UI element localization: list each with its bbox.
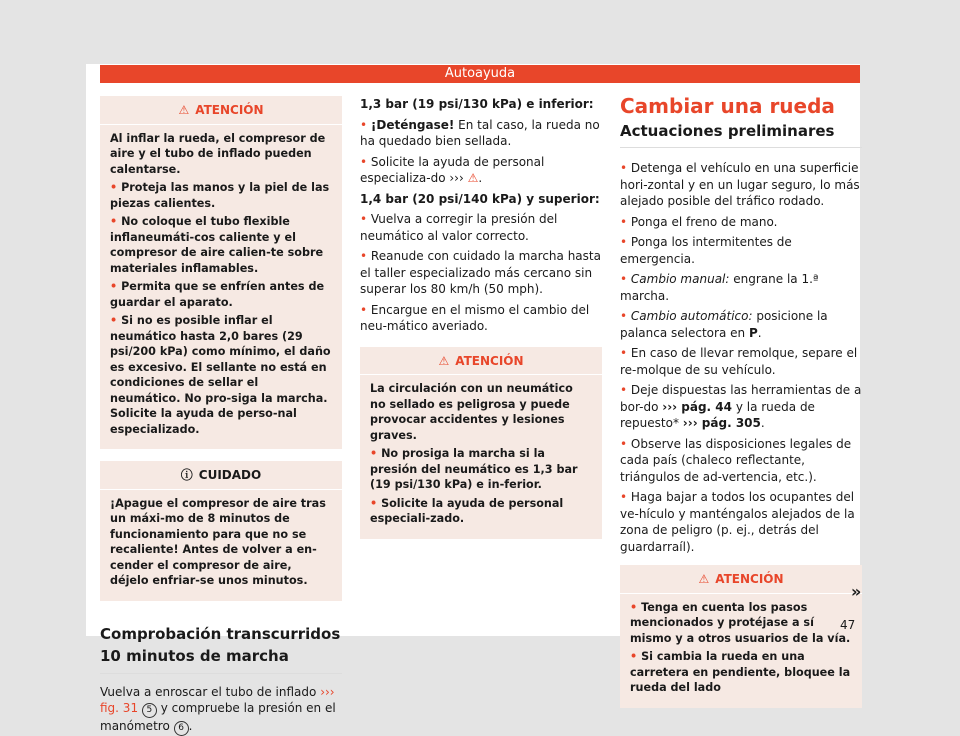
page-title: Cambiar una rueda xyxy=(620,98,862,115)
warning-item: • No coloque el tubo flexible inflaneumáti-cos caliente y el compresor de aire calien-te sobre materiales inflamables. xyxy=(110,214,332,276)
continue-arrow-icon: » xyxy=(851,582,861,601)
list-item: • En caso de llevar remolque, separe el re-molque de su vehículo. xyxy=(620,345,862,378)
caution-text: ¡Apague el compresor de aire tras un máxi-mo de 8 minutos de funcionamiento para que no se recaliente! Antes de volver a en-cender el compresor de aire, déjelo enfriar-se unos minutos. xyxy=(110,496,332,589)
middle-column xyxy=(360,96,602,539)
page-ref[interactable]: ››› pág. 44 xyxy=(662,400,732,414)
warning-item: • Solicite la ayuda de personal especiali-zado. xyxy=(370,496,592,527)
warning-box xyxy=(620,565,862,708)
list-item: • Deje dispuestas las herramientas de a bor-do ››› pág. 44 y la rueda de repuesto* ››› pág. 305. xyxy=(620,382,862,432)
list-item: • Vuelva a corregir la presión del neumático al valor correcto. xyxy=(360,211,602,244)
left-column xyxy=(100,96,342,736)
page-ref[interactable]: ››› pág. 305 xyxy=(683,416,761,430)
list-item: • Detenga el vehículo en una superficie hori-zontal y en un lugar seguro, lo más alejado posible del tráfico rodado. xyxy=(620,160,862,210)
warning-intro: Al inflar la rueda, el compresor de aire y el tubo de inflado pueden calentarse. xyxy=(110,131,332,178)
figure-link[interactable]: ››› fig. 31 xyxy=(100,685,335,716)
list-item: • Ponga el freno de mano. xyxy=(620,214,862,231)
list-item: • Observe las disposiciones legales de cada país (chaleco reflectante, triángulos de ad-vertencia, etc.). xyxy=(620,436,862,486)
list-item: • Ponga los intermitentes de emergencia. xyxy=(620,234,862,267)
list-item: • Cambio automático: posicione la palanca selectora en P. xyxy=(620,308,862,341)
warning-intro: La circulación con un neumático no sellado es peligrosa y puede provocar accidentes y lesiones graves. xyxy=(370,381,592,443)
warning-header: ⚠ ATENCIÓN xyxy=(360,353,602,376)
list-item: • Reanude con cuidado la marcha hasta el taller especializado más cercano sin superar los 80 km/h (50 mph). xyxy=(360,248,602,298)
callout-6: 6 xyxy=(174,721,189,736)
warning-item: • Si no es posible inflar el neumático hasta 2,0 bares (29 psi/200 kPa) como mínimo, el daño es excesivo. El sellante no está en condiciones de sellar el neumático. No pro-siga la marcha. Solicite la ayuda de perso-nal especializado. xyxy=(110,313,332,437)
callout-5: 5 xyxy=(142,703,157,718)
warning-item: • Si cambia la rueda en una carretera en pendiente, bloquee la rueda del lado xyxy=(630,649,852,696)
warning-header: ⚠ ATENCIÓN xyxy=(100,102,342,125)
caution-box xyxy=(100,461,342,601)
list-item: • Cambio manual: engrane la 1.ª marcha. xyxy=(620,271,862,304)
info-circle-icon: ⓘ xyxy=(181,467,193,484)
section-heading: Comprobación transcurridos 10 minutos de marcha xyxy=(100,623,342,674)
warning-item: • Tenga en cuenta los pasos mencionados y protéjase a sí mismo y a otros usuarios de la vía. xyxy=(630,600,852,647)
subheading: 1,3 bar (19 psi/130 kPa) e inferior: xyxy=(360,96,602,113)
subheading: 1,4 bar (20 psi/140 kPa) y superior: xyxy=(360,191,602,208)
warning-box xyxy=(100,96,342,449)
section-header: Autoayuda xyxy=(100,65,860,83)
page-number: 47 xyxy=(840,618,855,632)
warning-icon: ⚠ xyxy=(178,102,189,119)
warning-icon: ⚠ xyxy=(468,171,479,185)
list-item: • Encargue en el mismo el cambio del neu-mático averiado. xyxy=(360,302,602,335)
caution-header: ⓘ CUIDADO xyxy=(100,467,342,490)
list-item: • ¡Deténgase! En tal caso, la rueda no ha quedado bien sellada. xyxy=(360,117,602,150)
right-column xyxy=(620,96,862,708)
warning-item: • No prosiga la marcha si la presión del neumático es 1,3 bar (19 psi/130 kPa) e in-ferior. xyxy=(370,446,592,493)
list-item: • Solicite la ayuda de personal especializa-do ››› ⚠. xyxy=(360,154,602,187)
body-paragraph: Vuelva a enroscar el tubo de inflado ››› fig. 31 5 y compruebe la presión en el manómetro 6 . xyxy=(100,684,342,736)
warning-icon: ⚠ xyxy=(698,571,709,588)
warning-icon: ⚠ xyxy=(438,353,449,370)
warning-item: • Permita que se enfríen antes de guardar el aparato. xyxy=(110,279,332,310)
warning-header: ⚠ ATENCIÓN xyxy=(620,571,862,594)
list-item: • Haga bajar a todos los ocupantes del ve-hículo y manténgalos alejados de la zona de peligro (p. ej., detrás del guardarraíl). xyxy=(620,489,862,555)
warning-item: • Proteja las manos y la piel de las piezas calientes. xyxy=(110,180,332,211)
warning-box xyxy=(360,347,602,539)
subtitle: Actuaciones preliminares xyxy=(620,123,862,149)
